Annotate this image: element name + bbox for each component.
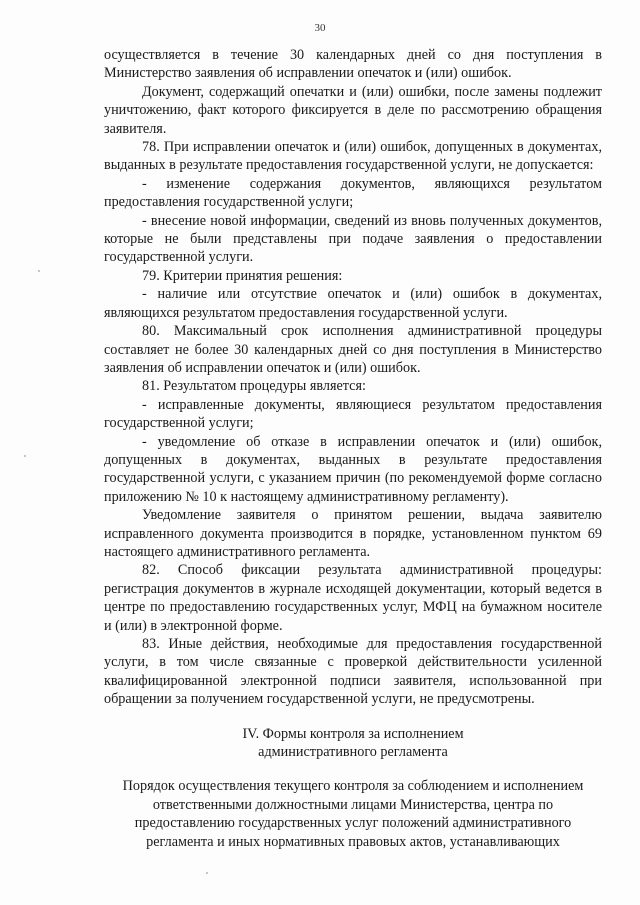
list-item: - уведомление об отказе в исправлении опечаток и (или) ошибок, допущенных в документах, выданных в результате предоставления государственной услуги, с указанием причин (по рекомендуемой форме согласно приложению № 10 к настоящему административному регламенту). bbox=[104, 433, 602, 505]
paragraph: осуществляется в течение 30 календарных дней со дня поступления в Министерство заявления об исправлении опечаток и (или) ошибок. bbox=[104, 47, 602, 82]
paragraph: Уведомление заявителя о принятом решении, выдача заявителю исправленного документа производится в порядке, установленном пунктом 69 настоящего административного регламента. bbox=[104, 507, 602, 560]
subsection-title-line: предоставлению государственных услуг положений административного bbox=[134, 815, 572, 832]
scan-speck bbox=[38, 270, 40, 272]
paragraph: Документ, содержащий опечатки и (или) ошибки, после замены подлежит уничтожению, факт которого фиксируется в деле по рассмотрению обращения заявителя. bbox=[104, 83, 602, 137]
paragraph-item-79: 79. Критерии принятия решения: bbox=[142, 267, 343, 284]
paragraph-item-83: 83. Иные действия, необходимые для предоставления государственной услуги, в том числе связанные с проверкой действительности усиленной квалифицированной электронной подписи заявителя, использованной при обращении за получением государственной услуги, не предусмотрены. bbox=[104, 636, 602, 708]
section-title-line: административного регламента bbox=[258, 744, 448, 761]
section-title-line: IV. Формы контроля за исполнением bbox=[242, 725, 464, 742]
document-body bbox=[104, 46, 602, 851]
paragraph-item-82: 82. Способ фиксации результата административной процедуры: регистрация документов в журнале исходящей документации, который ведется в центре по предоставлению государственных услуг, МФЦ на бумажном носителе и (или) в электронной форме. bbox=[104, 562, 602, 634]
list-item: - изменение содержания документов, являющихся результатом предоставления государственной услуги; bbox=[104, 175, 602, 211]
paragraph-item-78: 78. При исправлении опечаток и (или) ошибок, допущенных в документах, выданных в результате предоставления государственной услуги, не допускается: bbox=[104, 139, 602, 174]
paragraph-item-80: 80. Максимальный срок исполнения административной процедуры составляет не более 30 календарных дней со дня поступления в Министерство заявления об исправлении опечаток и (или) ошибок. bbox=[104, 323, 602, 376]
scan-speck bbox=[206, 872, 208, 874]
list-item: - исправленные документы, являющиеся результатом предоставления государственной услуги; bbox=[104, 396, 602, 432]
paragraph-item-81: 81. Результатом процедуры является: bbox=[142, 378, 366, 395]
section-title bbox=[104, 725, 602, 762]
subsection-title-line: регламента и иных нормативных правовых актов, устанавливающих bbox=[146, 833, 560, 850]
page-number: 30 bbox=[314, 22, 326, 34]
subsection-title-line: Порядок осуществления текущего контроля за соблюдением и исполнением bbox=[122, 778, 584, 795]
subsection-title bbox=[104, 777, 602, 851]
list-item: - внесение новой информации, сведений из вновь полученных документов, которые не были представлены при подаче заявления о предоставлении государственной услуги. bbox=[104, 212, 602, 266]
scan-speck bbox=[24, 455, 26, 457]
subsection-title-line: ответственными должностными лицами Министерства, центра по bbox=[152, 796, 554, 813]
list-item: - наличие или отсутствие опечаток и (или) ошибок в документах, являющихся результатом предоставления государственной услуги. bbox=[104, 286, 602, 321]
